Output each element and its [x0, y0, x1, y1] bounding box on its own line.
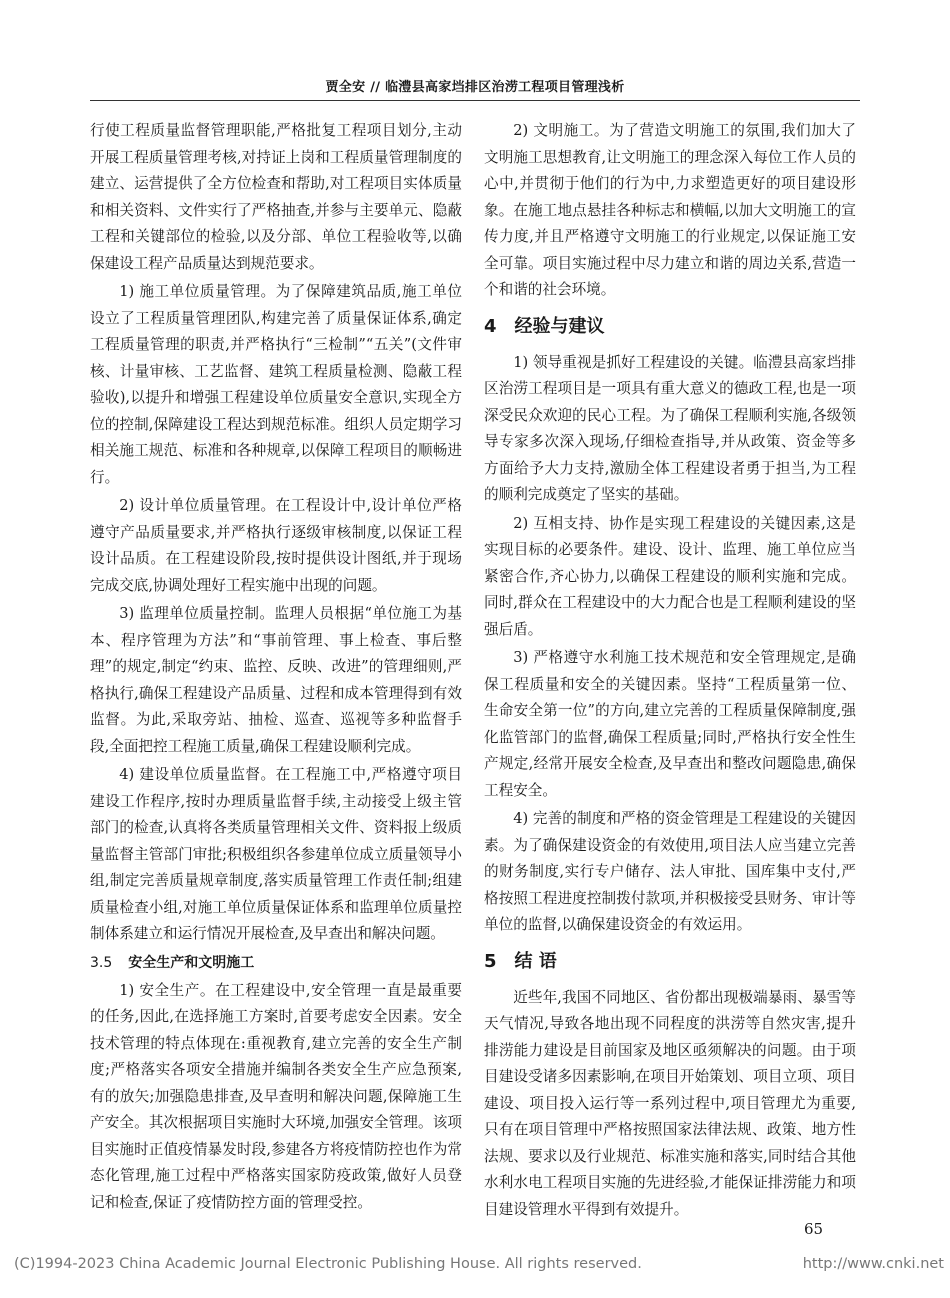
- paragraph-conclusion: 近些年,我国不同地区、省份都出现极端暴雨、暴雪等天气情况,导致各地出现不同程度的洪涝等自然灾害,提升排涝能力建设是目前国家及地区亟须解决的问题。由于项目建设受诸多因素影响,在项目开始策划、项目立项、项目建设、项目投入运行等一系列过程中,项目管理尤为重要,只有在项目管理中严格按照国家法律法规、政策、地方性法规、要求以及行业规范、标准实施和落实,同时结合其他水利水电工程项目实施的先进经验,才能保证排涝能力和项目建设管理水平得到有效提升。: [484, 988, 856, 1218]
- subsection-number: 3.5: [90, 954, 113, 971]
- left-column: [90, 118, 462, 1218]
- paragraph-construction-quality: 1) 施工单位质量管理。为了保障建筑品质,施工单位设立了工程质量管理团队,构建完善了质量保证体系,确定工程质量管理的职责,并严格执行“三检制”“五关”(文件审核、计量审核、工艺监督、建筑工程质量检测、隐蔽工程验收),以提升和增强工程建设单位质量安全意识,实现全方位的控制,保障建设工程达到规范标准。组织人员定期学习相关施工规范、标准和各种规章,以保障工程项目的顺畅进行。: [90, 283, 462, 486]
- paragraph-safety-production: 1) 安全生产。在工程建设中,安全管理一直是最重要的任务,因此,在选择施工方案时,首要考虑安全因素。安全技术管理的特点体现在:重视教育,建立完善的安全生产制度;严格落实各项安全措施并编制各类安全生产应急预案,有的放矢;加强隐患排查,及早查明和解决问题,保障施工生产安全。其次根据项目实施时大环境,加强安全管理。该项目实施时正值疫情暴发时段,参建各方将疫情防控也作为常态化管理,施工过程中严格落实国家防疫政策,做好人员登记和检查,保证了疫情防控方面的管理受控。: [90, 981, 462, 1211]
- section-title: 经验与建议: [514, 315, 605, 337]
- section-heading-5: [484, 947, 856, 977]
- right-column: [484, 118, 856, 1225]
- header-rule: [90, 100, 860, 101]
- footer-url[interactable]: http://www.cnki.net: [802, 1256, 944, 1272]
- section-number: 5: [484, 950, 497, 972]
- paragraph-supervision-quality: 3) 监理单位质量控制。监理人员根据“单位施工为基本、程序管理为方法”和“事前管理、事上检查、事后整理”的规定,制定“约束、监控、反映、改进”的管理细则,严格执行,确保工程建设产品质量、过程和成本管理得到有效监督。为此,采取旁站、抽检、巡查、巡视等多种监督手段,全面把控工程施工质量,确保工程建设顺利完成。: [90, 605, 462, 755]
- paragraph-standards: 3) 严格遵守水利施工技术规范和安全管理规定,是确保工程质量和安全的关键因素。坚持“工程质量第一位、生命安全第一位”的方向,建立完善的工程质量保障制度,强化监管部门的监督,确保工程质量;同时,严格执行安全性生产规定,经常开展安全检查,及早查出和整改问题隐患,确保工程安全。: [484, 649, 856, 799]
- subsection-heading-3-5: [90, 950, 462, 976]
- footer-copyright: (C)1994-2023 China Academic Journal Electronic Publishing House. All rights reserved.: [14, 1256, 642, 1272]
- paragraph-continued: 行使工程质量监督管理职能,严格批复工程项目划分,主动开展工程质量管理考核,对持证上岗和工程质量管理制度的建立、运营提供了全方位检查和帮助,对工程项目实体质量和相关资料、文件实行了严格抽查,并参与主要单元、隐蔽工程和关键部位的检验,以及分部、单位工程验收等,以确保建设工程产品质量达到规范要求。: [90, 122, 462, 272]
- paragraph-cooperation: 2) 互相支持、协作是实现工程建设的关键因素,这是实现目标的必要条件。建设、设计、监理、施工单位应当紧密合作,齐心协力,以确保工程建设的顺利实施和完成。同时,群众在工程建设中的大力配合也是工程顺利建设的坚强后盾。: [484, 514, 856, 638]
- paragraph-leadership: 1) 领导重视是抓好工程建设的关键。临澧县高家垱排区治涝工程项目是一项具有重大意义的德政工程,也是一项深受民众欢迎的民心工程。为了确保工程顺利实施,各级领导专家多次深入现场,仔细检查指导,并从政策、资金等多方面给予大力支持,激励全体工程建设者勇于担当,为工程的顺利完成奠定了坚实的基础。: [484, 353, 856, 503]
- page-number: 65: [804, 1220, 824, 1238]
- section-number: 4: [484, 315, 497, 337]
- footer: [14, 1256, 944, 1272]
- paragraph-civilized-construction: 2) 文明施工。为了营造文明施工的氛围,我们加大了文明施工思想教育,让文明施工的理念深入每位工作人员的心中,并贯彻于他们的行为中,力求塑造更好的项目建设形象。在施工地点悬挂各种标志和横幅,以加大文明施工的宣传力度,并且严格遵守文明施工的行业规定,以保证施工安全可靠。项目实施过程中尽力建立和谐的周边关系,营造一个和谐的社会环境。: [484, 122, 856, 298]
- paragraph-design-quality: 2) 设计单位质量管理。在工程设计中,设计单位严格遵守产品质量要求,并严格执行逐级审核制度,以保证工程设计品质。在工程建设阶段,按时提供设计图纸,并于现场完成交底,协调处理好工程实施中出现的问题。: [90, 497, 462, 594]
- paragraph-owner-quality: 4) 建设单位质量监督。在工程施工中,严格遵守项目建设工作程序,按时办理质量监督手续,主动接受上级主管部门的检查,认真将各类质量管理相关文件、资料报上级质量监督主管部门审批;积极组织各参建单位成立质量领导小组,制定完善质量规章制度,落实质量管理工作责任制;组建质量检查小组,对施工单位质量保证体系和监理单位质量控制体系建立和运行情况开展检查,及早查出和解决问题。: [90, 766, 462, 942]
- section-heading-4: [484, 312, 856, 342]
- section-title: 结 语: [514, 950, 557, 972]
- paragraph-funding: 4) 完善的制度和严格的资金管理是工程建设的关键因素。为了确保建设资金的有效使用,项目法人应当建立完善的财务制度,实行专户储存、法人审批、国库集中支付,严格按照工程进度控制拨付款项,并积极接受县财务、审计等单位的监督,以确保建设资金的有效运用。: [484, 810, 856, 933]
- subsection-title: 安全生产和文明施工: [128, 954, 255, 971]
- running-header: 贾全安 // 临澧县高家垱排区治涝工程项目管理浅析: [325, 80, 625, 95]
